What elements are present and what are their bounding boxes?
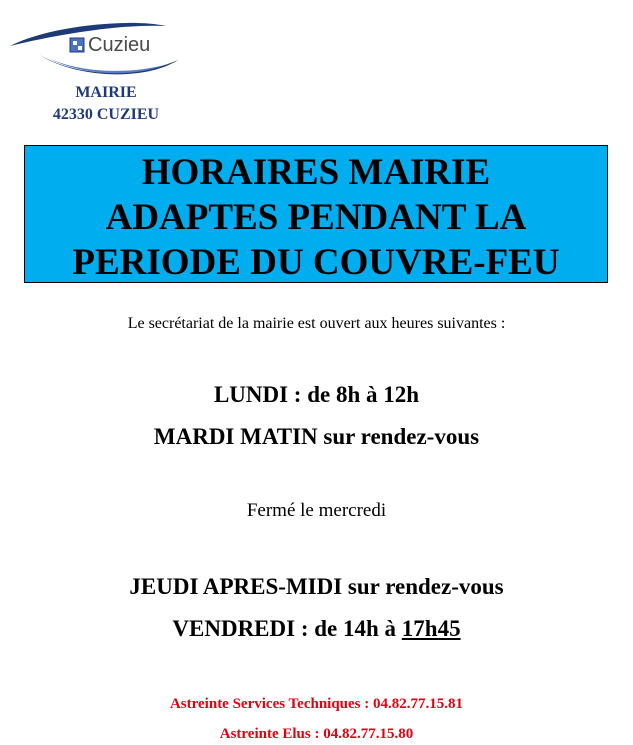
technical-services-contact: Astreinte Services Techniques : 04.82.77.15.81 [169, 696, 464, 712]
logo-swoosh-icon [8, 20, 188, 75]
title-line-3: PERIODE DU COUVRE-FEU [72, 242, 560, 283]
friday-hours [0, 616, 633, 642]
mairie-label: MAIRIE [75, 84, 137, 101]
logo-text: Cuzieu [88, 34, 151, 56]
monday-hours: LUNDI : de 8h à 12h [213, 382, 420, 407]
title-line-2: ADAPTES PENDANT LA [105, 197, 527, 238]
mairie-address-block [26, 82, 186, 126]
title-banner [24, 145, 608, 283]
friday-hours-prefix: VENDREDI : de 14h à [172, 616, 402, 641]
title-line-1: HORAIRES MAIRIE [141, 152, 491, 193]
intro-text: Le secrétariat de la mairie est ouvert aux heures suivantes : [127, 315, 506, 332]
cuzieu-logo [8, 20, 188, 75]
thursday-hours: JEUDI APRES-MIDI sur rendez-vous [129, 574, 504, 599]
elected-officials-contact: Astreinte Elus : 04.82.77.15.80 [219, 726, 414, 742]
tuesday-hours: MARDI MATIN sur rendez-vous [153, 424, 480, 449]
mairie-address: 42330 CUZIEU [52, 106, 160, 123]
friday-hours-end: 17h45 [401, 616, 461, 641]
wednesday-closed: Fermé le mercredi [246, 500, 387, 521]
